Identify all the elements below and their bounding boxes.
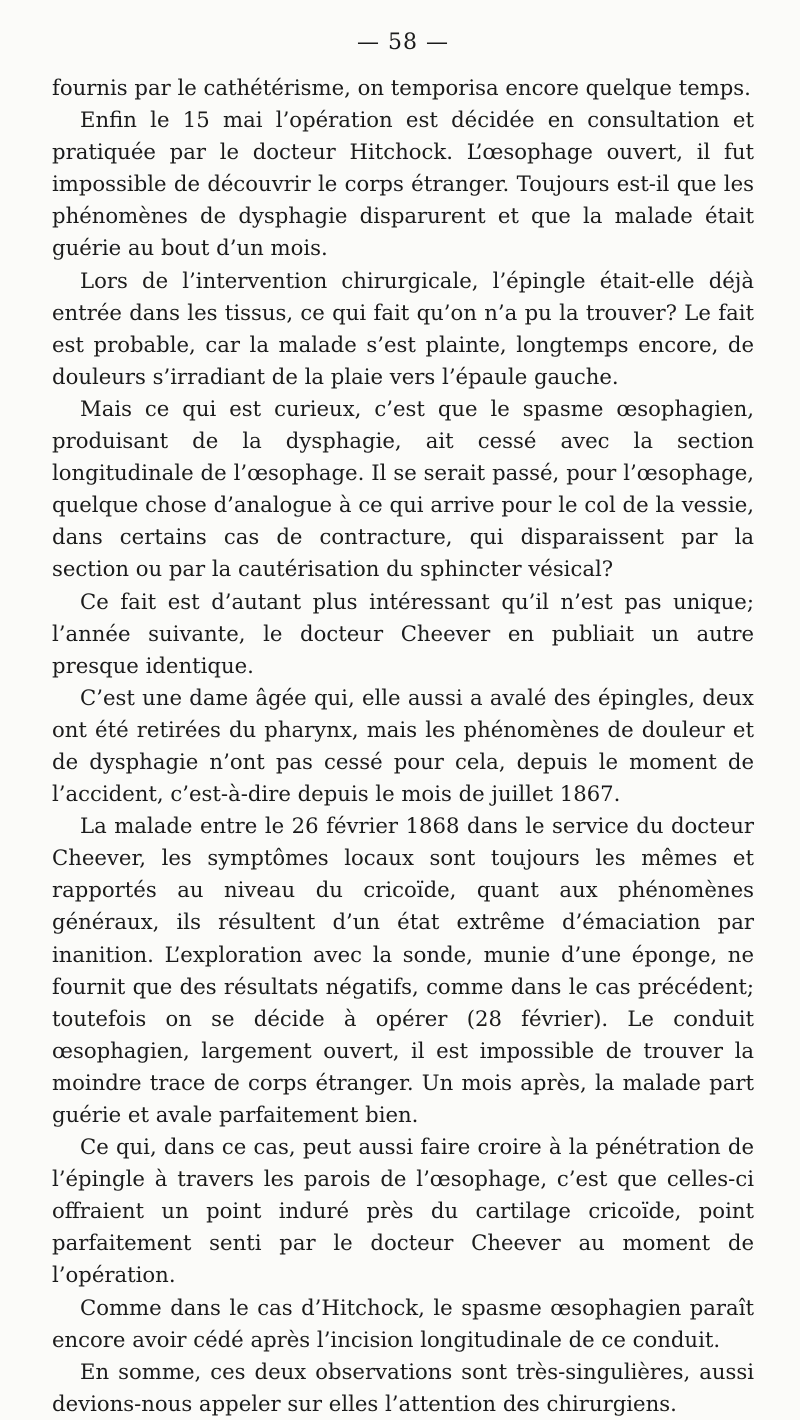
page-number: — 58 — [357, 30, 449, 55]
book-page [52, 26, 754, 1420]
paragraph-6: C’est une dame âgée qui, elle aussi a avalé des épingles, deux ont été retirées du pharynx, mais les phénomènes de douleur et de dysphagie n’ont pas cessé pour cela, depuis le moment de l’accident, c’est-à-dire depuis le mois de juillet 1867. [52, 684, 754, 807]
paragraph-8: Ce qui, dans ce cas, peut aussi faire croire à la pénétration de l’épingle à travers les parois de l’œsophage, c’est que celles-ci offraient un point induré près du cartilage cricoïde, point parfaitement senti par le docteur Cheever au moment de l’opération. [52, 1134, 754, 1288]
paragraph-2: Enfin le 15 mai l’opération est décidée en consultation et pratiquée par le docteur Hitchock. L’œsophage ouvert, il fut impossible de découvrir le corps étranger. Toujours est-il que les phénomènes de dysphagie disparurent et que la malade était guérie au bout d’un mois. [52, 107, 754, 261]
paragraph-1: fournis par le cathétérisme, on temporisa encore quelque temps. [52, 75, 751, 100]
paragraph-10: En somme, ces deux observations sont très-singulières, aussi devions-nous appeler sur elles l’attention des chirurgiens. [52, 1358, 754, 1416]
paragraph-4: Mais ce qui est curieux, c’est que le spasme œsophagien, produisant de la dysphagie, ait cessé avec la section longitudinale de l’œsophage. Il se serait passé, pour l’œsophage, quelque chose d’analogue à ce qui arrive pour le col de la vessie, dans certains cas de contracture, qui disparaissent par la section ou par la cautérisation du sphincter vésical? [52, 395, 754, 582]
paragraph-9: Comme dans le cas d’Hitchock, le spasme œsophagien paraît encore avoir cédé après l’incision longitudinale de ce conduit. [52, 1294, 754, 1352]
paragraph-3: Lors de l’intervention chirurgicale, l’épingle était-elle déjà entrée dans les tissus, ce qui fait qu’on n’a pu la trouver? Le fait est probable, car la malade s’est plainte, longtemps encore, de douleurs s’irradiant de la plaie vers l’épaule gauche. [52, 267, 754, 389]
paragraph-7: La malade entre le 26 février 1868 dans le service du docteur Cheever, les symptômes locaux sont toujours les mêmes et rapportés au niveau du cricoïde, quant aux phénomènes généraux, ils résultent d’un état extrême d’émaciation par inanition. L’exploration avec la sonde, munie d’une éponge, ne fournit que des résultats négatifs, comme dans le cas précédent; toutefois on se décide à opérer (28 février). Le conduit œsophagien, largement ouvert, il est impossible de trouver la moindre trace de corps étranger. Un mois après, la malade part guérie et avale parfaitement bien. [52, 813, 754, 1127]
paragraph-5: Ce fait est d’autant plus intéressant qu’il n’est pas unique; l’année suivante, le docteur Cheever en publiait un autre presque identique. [52, 588, 754, 678]
